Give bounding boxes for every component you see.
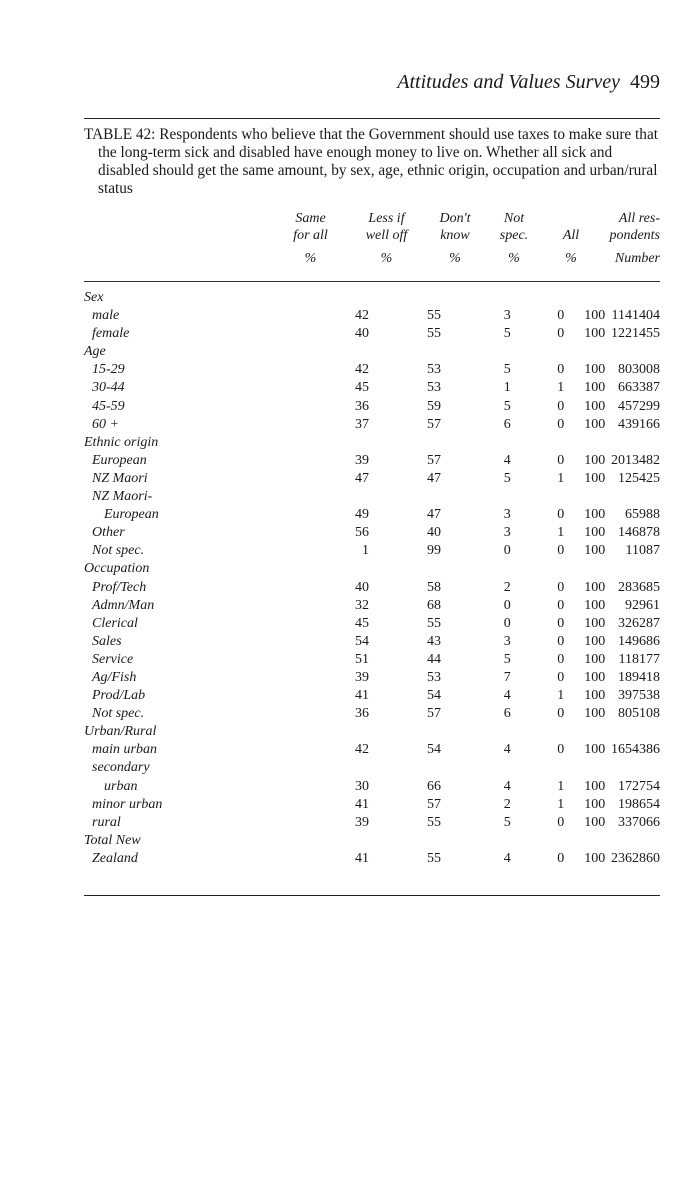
col-header-line1: All res- bbox=[618, 211, 660, 226]
table-cell: 100 bbox=[584, 688, 606, 704]
table-cell: 326287 bbox=[618, 615, 660, 631]
table-cell: 39 bbox=[355, 452, 369, 468]
table-cell: 57 bbox=[426, 452, 441, 468]
table-cell bbox=[605, 832, 660, 850]
row-label: Total New bbox=[84, 832, 141, 848]
table-row bbox=[84, 814, 660, 832]
table-row bbox=[84, 416, 660, 434]
table-cell bbox=[308, 832, 369, 850]
row-label: Occupation bbox=[84, 561, 150, 577]
table-cell: 100 bbox=[584, 814, 606, 830]
table-cell: 30 bbox=[355, 778, 369, 794]
table-cell: 100 bbox=[584, 452, 606, 468]
table-cell bbox=[441, 723, 511, 741]
col-header-unit: % bbox=[565, 251, 577, 266]
table-cell bbox=[511, 289, 565, 307]
row-label: Not spec. bbox=[92, 543, 145, 559]
table-cell: 663387 bbox=[618, 380, 660, 396]
row-label: rural bbox=[92, 814, 121, 830]
table-cell: 2 bbox=[503, 579, 511, 595]
row-label: NZ Maori bbox=[92, 470, 148, 486]
table-cell: 1 bbox=[557, 688, 565, 704]
table-cell: 0 bbox=[557, 850, 565, 866]
table-cell bbox=[369, 759, 441, 777]
row-label: 60 + bbox=[92, 416, 119, 432]
row-label: Ethnic origin bbox=[84, 434, 159, 450]
table-cell bbox=[511, 488, 565, 506]
table-cell: 0 bbox=[557, 326, 565, 342]
table-cell bbox=[605, 488, 660, 506]
table-row bbox=[84, 796, 660, 814]
table-cell: 0 bbox=[557, 706, 565, 722]
table-row bbox=[84, 669, 660, 687]
table-section-row bbox=[84, 434, 660, 452]
table-cell: 337066 bbox=[618, 814, 660, 830]
table-cell: 0 bbox=[557, 452, 565, 468]
row-label: Not spec. bbox=[92, 706, 145, 722]
table-cell bbox=[564, 343, 605, 361]
table-cell: 54 bbox=[355, 633, 369, 649]
table-cell bbox=[605, 343, 660, 361]
row-label: female bbox=[92, 326, 130, 342]
table-cell bbox=[564, 759, 605, 777]
table-cell: 100 bbox=[584, 525, 606, 541]
table-cell bbox=[369, 832, 441, 850]
table-cell: 100 bbox=[584, 507, 606, 523]
table-cell: 100 bbox=[584, 651, 606, 667]
table-row bbox=[84, 615, 660, 633]
table-cell: 100 bbox=[584, 470, 606, 486]
table-cell bbox=[308, 723, 369, 741]
table-cell: 1 bbox=[557, 525, 565, 541]
table-cell: 6 bbox=[503, 706, 511, 722]
table-cell: 57 bbox=[426, 796, 441, 812]
table-cell: 4 bbox=[503, 742, 511, 758]
row-label: secondary bbox=[92, 760, 150, 776]
col-header-unit: % bbox=[380, 251, 393, 266]
header-rule bbox=[84, 281, 660, 282]
table-row bbox=[84, 379, 660, 397]
table-top-rule bbox=[84, 118, 660, 119]
table-cell: 55 bbox=[426, 326, 441, 342]
table-cell: 100 bbox=[584, 742, 606, 758]
running-head-title: Attitudes and Values Survey bbox=[397, 71, 620, 93]
table-cell: 5 bbox=[503, 814, 511, 830]
row-label: Prof/Tech bbox=[92, 579, 147, 595]
table-row bbox=[84, 651, 660, 669]
row-label: Other bbox=[92, 525, 125, 541]
table-cell: 41 bbox=[355, 850, 369, 866]
table-cell: 42 bbox=[355, 742, 369, 758]
table-cell: 0 bbox=[557, 669, 565, 685]
col-header-line1: Less if bbox=[368, 211, 405, 226]
row-label: 30-44 bbox=[92, 380, 125, 396]
table-row bbox=[84, 687, 660, 705]
table-cell: 1 bbox=[362, 543, 369, 559]
row-label: main urban bbox=[92, 742, 157, 758]
table-cell: 57 bbox=[426, 706, 441, 722]
table-cell: 0 bbox=[503, 597, 511, 613]
table-cell: 59 bbox=[426, 398, 441, 414]
table-cell: 283685 bbox=[618, 579, 660, 595]
table-cell bbox=[308, 759, 369, 777]
table-cell bbox=[369, 488, 441, 506]
table-cell: 49 bbox=[355, 507, 369, 523]
table-cell: 54 bbox=[426, 742, 441, 758]
table-cell: 0 bbox=[557, 651, 565, 667]
table-cell: 0 bbox=[557, 308, 565, 324]
table-cell: 0 bbox=[557, 615, 565, 631]
table-row bbox=[84, 705, 660, 723]
col-header-line2: for all bbox=[293, 228, 328, 243]
col-header-same bbox=[279, 210, 342, 267]
table-cell: 1 bbox=[503, 380, 511, 396]
row-label: Zealand bbox=[92, 850, 138, 866]
table-cell: 5 bbox=[503, 398, 511, 414]
page-number: 499 bbox=[630, 71, 660, 93]
table-cell: 118177 bbox=[618, 651, 660, 667]
table-cell: 58 bbox=[426, 579, 441, 595]
table-cell: 0 bbox=[557, 398, 565, 414]
table-cell: 100 bbox=[584, 543, 606, 559]
table-row bbox=[84, 778, 660, 796]
data-table bbox=[84, 289, 660, 868]
table-cell bbox=[511, 723, 565, 741]
table-cell bbox=[308, 434, 369, 452]
table-section-row bbox=[84, 289, 660, 307]
col-header-line1: Not bbox=[503, 211, 525, 226]
table-cell: 439166 bbox=[618, 416, 660, 432]
col-header-line1: Don't bbox=[439, 211, 471, 226]
table-cell: 53 bbox=[426, 669, 441, 685]
row-label: Ag/Fish bbox=[92, 669, 137, 685]
table-cell bbox=[605, 759, 660, 777]
table-cell: 1654386 bbox=[611, 742, 660, 758]
table-cell: 100 bbox=[584, 380, 606, 396]
table-cell: 0 bbox=[557, 362, 565, 378]
table-row bbox=[84, 597, 660, 615]
table-cell: 39 bbox=[355, 669, 369, 685]
table-cell: 100 bbox=[584, 398, 606, 414]
table-cell: 57 bbox=[426, 416, 441, 432]
table-cell: 53 bbox=[426, 380, 441, 396]
table-cell: 0 bbox=[557, 742, 565, 758]
table-section-row bbox=[84, 723, 660, 741]
table-cell: 0 bbox=[557, 416, 565, 432]
table-row bbox=[84, 488, 660, 506]
row-label: Urban/Rural bbox=[84, 724, 157, 740]
table-cell bbox=[441, 434, 511, 452]
table-cell: 0 bbox=[557, 507, 565, 523]
table-row bbox=[84, 470, 660, 488]
table-cell: 1 bbox=[557, 380, 565, 396]
table-cell: 0 bbox=[557, 597, 565, 613]
table-cell: 36 bbox=[355, 398, 369, 414]
table-cell bbox=[511, 434, 565, 452]
table-cell: 100 bbox=[584, 633, 606, 649]
table-cell bbox=[441, 832, 511, 850]
table-cell: 100 bbox=[584, 850, 606, 866]
table-cell: 146878 bbox=[618, 525, 660, 541]
col-header-all-respondents bbox=[590, 210, 660, 267]
row-label: Service bbox=[92, 651, 134, 667]
table-row bbox=[84, 542, 660, 560]
table-cell: 1 bbox=[557, 796, 565, 812]
table-cell: 100 bbox=[584, 615, 606, 631]
table-row bbox=[84, 506, 660, 524]
table-cell: 5 bbox=[503, 362, 511, 378]
row-label: European bbox=[104, 507, 159, 523]
table-cell bbox=[605, 289, 660, 307]
col-header-less-if bbox=[349, 210, 424, 267]
table-cell: 100 bbox=[584, 362, 606, 378]
table-caption: TABLE 42: Respondents who believe that the Government should use taxes to make sure that the long-term sick and disabled have enough money to live on. Whether all sick and disabled should get the same amount, by sex, age, ethnic origin, occupation and urban/rural status bbox=[84, 126, 658, 197]
table-cell: 41 bbox=[355, 796, 369, 812]
table-cell: 3 bbox=[503, 507, 511, 523]
table-cell: 100 bbox=[584, 308, 606, 324]
table-cell: 32 bbox=[355, 597, 369, 613]
table-cell: 0 bbox=[503, 615, 511, 631]
table-bottom-rule bbox=[84, 895, 660, 896]
table-cell bbox=[564, 723, 605, 741]
table-cell: 55 bbox=[426, 308, 441, 324]
row-label: Sex bbox=[84, 290, 104, 305]
table-cell: 100 bbox=[584, 669, 606, 685]
table-cell: 397538 bbox=[618, 688, 660, 704]
col-header-all bbox=[555, 210, 587, 267]
row-label: 15-29 bbox=[92, 362, 125, 378]
table-cell: 99 bbox=[426, 543, 441, 559]
col-header-line2: spec. bbox=[499, 228, 529, 243]
table-row bbox=[84, 307, 660, 325]
table-cell: 44 bbox=[426, 651, 441, 667]
row-label: minor urban bbox=[92, 796, 163, 812]
table-cell: 92961 bbox=[625, 597, 660, 613]
table-cell: 43 bbox=[426, 633, 441, 649]
table-cell: 5 bbox=[503, 651, 511, 667]
table-cell bbox=[441, 759, 511, 777]
table-section-row bbox=[84, 343, 660, 361]
row-label: Admn/Man bbox=[92, 597, 155, 613]
table-cell: 65988 bbox=[625, 507, 660, 523]
table-section-row bbox=[84, 560, 660, 578]
table-cell: 149686 bbox=[618, 633, 660, 649]
table-body bbox=[84, 289, 660, 868]
table-cell: 37 bbox=[355, 416, 369, 432]
row-label: 45-59 bbox=[92, 398, 125, 414]
table-cell: 4 bbox=[503, 452, 511, 468]
table-cell: 55 bbox=[426, 814, 441, 830]
table-cell: 4 bbox=[503, 688, 511, 704]
table-cell bbox=[564, 488, 605, 506]
table-cell: 100 bbox=[584, 579, 606, 595]
col-header-line2: pondents bbox=[609, 228, 660, 243]
table-cell bbox=[511, 759, 565, 777]
col-header-line2: All bbox=[562, 228, 580, 243]
table-cell: 42 bbox=[355, 362, 369, 378]
table-cell bbox=[441, 488, 511, 506]
col-header-dont-know bbox=[420, 210, 490, 267]
row-label: Sales bbox=[92, 633, 122, 649]
table-row bbox=[84, 325, 660, 343]
table-cell: 457299 bbox=[618, 398, 660, 414]
table-cell: 11087 bbox=[625, 543, 660, 559]
table-cell: 40 bbox=[426, 525, 441, 541]
table-cell: 40 bbox=[355, 326, 369, 342]
table-cell: 55 bbox=[426, 615, 441, 631]
table-cell: 7 bbox=[503, 669, 511, 685]
table-cell bbox=[441, 343, 511, 361]
table-cell bbox=[564, 560, 605, 578]
table-section-row bbox=[84, 832, 660, 850]
col-header-unit: % bbox=[508, 251, 520, 266]
table-cell: 53 bbox=[426, 362, 441, 378]
table-cell bbox=[511, 560, 565, 578]
table-cell: 0 bbox=[503, 543, 511, 559]
table-row bbox=[84, 759, 660, 777]
table-cell: 100 bbox=[584, 416, 606, 432]
table-cell bbox=[564, 832, 605, 850]
table-row bbox=[84, 579, 660, 597]
table-cell: 189418 bbox=[618, 669, 660, 685]
table-cell: 2013482 bbox=[611, 452, 660, 468]
row-label: Age bbox=[84, 344, 106, 360]
table-cell: 51 bbox=[355, 651, 369, 667]
row-label: Prod/Lab bbox=[92, 688, 146, 704]
col-header-unit: Number bbox=[614, 251, 660, 266]
table-cell: 47 bbox=[426, 470, 441, 486]
table-cell bbox=[369, 343, 441, 361]
table-cell: 4 bbox=[503, 850, 511, 866]
table-cell: 0 bbox=[557, 579, 565, 595]
row-label: NZ Maori- bbox=[92, 489, 153, 505]
table-cell: 54 bbox=[426, 688, 441, 704]
running-head bbox=[366, 71, 660, 94]
table-cell: 803008 bbox=[618, 362, 660, 378]
table-cell: 47 bbox=[426, 507, 441, 523]
table-cell: 805108 bbox=[618, 706, 660, 722]
row-label: Clerical bbox=[92, 615, 138, 631]
table-cell bbox=[511, 832, 565, 850]
table-cell bbox=[308, 488, 369, 506]
table-cell bbox=[369, 289, 441, 307]
table-cell: 5 bbox=[503, 470, 511, 486]
table-row bbox=[84, 524, 660, 542]
table-cell: 100 bbox=[584, 778, 606, 794]
col-header-line2: well off bbox=[365, 228, 408, 243]
table-cell: 45 bbox=[355, 380, 369, 396]
table-row bbox=[84, 398, 660, 416]
table-cell: 4 bbox=[503, 778, 511, 794]
table-cell: 47 bbox=[355, 470, 369, 486]
col-header-unit: % bbox=[449, 251, 461, 266]
table-cell: 198654 bbox=[618, 796, 660, 812]
table-cell bbox=[564, 434, 605, 452]
table-cell: 36 bbox=[355, 706, 369, 722]
col-header-unit: % bbox=[304, 251, 317, 266]
table-cell: 2 bbox=[503, 796, 511, 812]
table-cell: 55 bbox=[426, 850, 441, 866]
table-cell: 41 bbox=[355, 688, 369, 704]
table-cell bbox=[511, 343, 565, 361]
table-cell: 45 bbox=[355, 615, 369, 631]
col-header-not-spec bbox=[490, 210, 538, 267]
table-cell bbox=[441, 289, 511, 307]
table-cell bbox=[605, 723, 660, 741]
table-cell: 0 bbox=[557, 543, 565, 559]
table-cell: 39 bbox=[355, 814, 369, 830]
table-cell: 125425 bbox=[618, 470, 660, 486]
table-row bbox=[84, 452, 660, 470]
table-cell: 2362860 bbox=[611, 850, 660, 866]
table-cell: 1 bbox=[557, 470, 565, 486]
table-cell: 6 bbox=[503, 416, 511, 432]
table-cell bbox=[441, 560, 511, 578]
table-cell bbox=[369, 434, 441, 452]
table-cell: 100 bbox=[584, 796, 606, 812]
table-row bbox=[84, 850, 660, 868]
table-cell: 100 bbox=[584, 706, 606, 722]
table-cell bbox=[605, 560, 660, 578]
table-cell: 1 bbox=[557, 778, 565, 794]
table-cell: 3 bbox=[503, 633, 511, 649]
table-cell: 3 bbox=[503, 525, 511, 541]
table-row bbox=[84, 633, 660, 651]
table-cell: 3 bbox=[503, 308, 511, 324]
table-cell: 40 bbox=[355, 579, 369, 595]
table-cell: 66 bbox=[426, 778, 441, 794]
table-cell bbox=[369, 560, 441, 578]
table-row bbox=[84, 361, 660, 379]
row-label: urban bbox=[104, 778, 138, 794]
table-cell bbox=[308, 289, 369, 307]
table-cell bbox=[605, 434, 660, 452]
table-cell: 5 bbox=[503, 326, 511, 342]
table-cell: 0 bbox=[557, 633, 565, 649]
table-cell: 42 bbox=[355, 308, 369, 324]
col-header-line1: Same bbox=[295, 211, 326, 226]
table-cell: 1141404 bbox=[611, 308, 660, 324]
row-label: male bbox=[92, 308, 120, 324]
col-header-line2: know bbox=[440, 228, 470, 243]
table-cell: 1221455 bbox=[611, 326, 660, 342]
table-cell bbox=[369, 723, 441, 741]
table-cell bbox=[308, 560, 369, 578]
table-cell: 100 bbox=[584, 597, 606, 613]
table-cell bbox=[564, 289, 605, 307]
col-header-line1 bbox=[555, 210, 587, 227]
table-cell: 100 bbox=[584, 326, 606, 342]
row-label: European bbox=[92, 452, 147, 468]
table-cell: 56 bbox=[355, 525, 369, 541]
table-cell: 172754 bbox=[618, 778, 660, 794]
table-cell: 0 bbox=[557, 814, 565, 830]
table-cell: 68 bbox=[426, 597, 441, 613]
table-row bbox=[84, 741, 660, 759]
table-cell bbox=[308, 343, 369, 361]
